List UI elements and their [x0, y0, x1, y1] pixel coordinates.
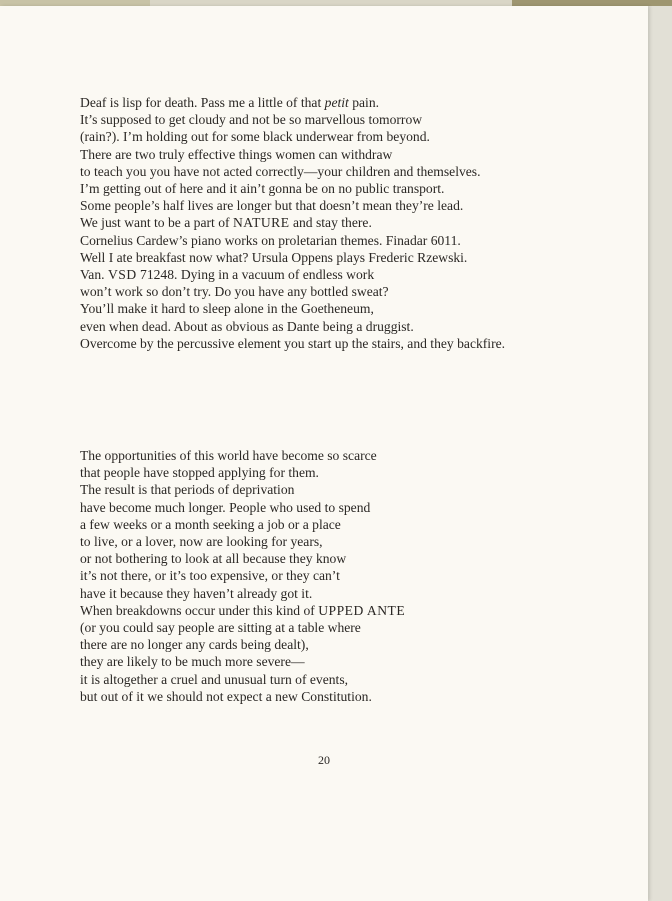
poem-line: it is altogether a cruel and unusual turn of events,	[80, 671, 349, 687]
poem-line: have it because they haven’t already got it.	[80, 585, 313, 601]
poem-line: (rain?). I’m holding out for some black underwear from beyond.	[80, 129, 430, 145]
poem-line: We just want to be a part of NATURE and stay there.	[80, 215, 372, 231]
poem-line: (or you could say people are sitting at a table where	[80, 620, 361, 636]
poem-line: but out of it we should not expect a new Constitution.	[80, 688, 372, 704]
poem-line: to teach you you have not acted correctly—your children and themselves.	[80, 163, 481, 179]
poem-line: even when dead. About as obvious as Dante being a druggist.	[80, 318, 414, 334]
poem-line: to live, or a lover, now are looking for years,	[80, 534, 323, 550]
poem-line: The result is that periods of deprivation	[80, 482, 295, 498]
small-caps-text: NATURE	[232, 215, 290, 231]
small-caps-text: UPPED ANTE	[318, 602, 406, 618]
poem-line: Some people’s half lives are longer but that doesn’t mean they’re lead.	[80, 198, 464, 214]
poem-stanza-1	[80, 94, 505, 352]
poem-line: Well I ate breakfast now what? Ursula Oppens plays Frederic Rzewski.	[80, 249, 468, 265]
poem-line: You’ll make it hard to sleep alone in the Goetheneum,	[80, 301, 374, 317]
poem-line: there are no longer any cards being dealt),	[80, 637, 309, 653]
italic-word: petit	[324, 95, 349, 110]
poem-line: Overcome by the percussive element you start up the stairs, and they backfire.	[80, 335, 506, 351]
poem-line: have become much longer. People who used to spend	[80, 499, 371, 515]
page-number: 20	[318, 753, 330, 767]
poem-line: Cornelius Cardew’s piano works on proletarian themes. Finadar 6011.	[80, 232, 461, 248]
poem-line: When breakdowns occur under this kind of UPPED ANTE	[80, 602, 406, 618]
poem-line: that people have stopped applying for them.	[80, 465, 319, 481]
poem-line: or not bothering to look at all because they know	[80, 551, 347, 567]
poem-line: a few weeks or a month seeking a job or a place	[80, 516, 341, 532]
poem-line: won’t work so don’t try. Do you have any bottled sweat?	[80, 284, 389, 300]
book-page	[0, 6, 648, 901]
poem-line: The opportunities of this world have become so scarce	[80, 448, 377, 463]
right-page-edge	[648, 6, 672, 901]
small-caps-text: VSD	[107, 267, 137, 283]
poem-line: It’s supposed to get cloudy and not be so marvellous tomorrow	[80, 112, 423, 128]
poem-line: it’s not there, or it’s too expensive, or they can’t	[80, 568, 340, 584]
poem-line: Deaf is lisp for death. Pass me a little of that petit pain.	[80, 95, 380, 110]
poem-line: Van. VSD 71248. Dying in a vacuum of endless work	[80, 267, 375, 283]
poem-stanza-2	[80, 447, 405, 705]
poem-line: they are likely to be much more severe—	[80, 654, 305, 670]
poem-line: I’m getting out of here and it ain’t gonna be on no public transport.	[80, 181, 445, 197]
poem-line: There are two truly effective things women can withdraw	[80, 146, 393, 162]
